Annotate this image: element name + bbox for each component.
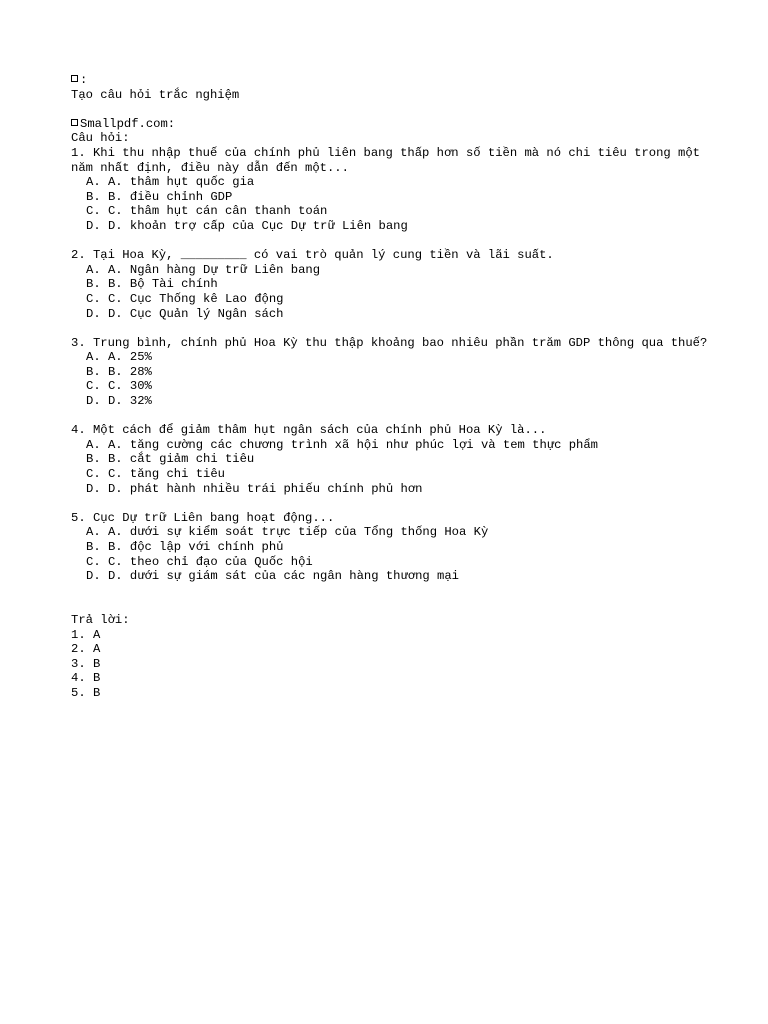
option-item: B. B. cắt giảm chi tiêu [86, 452, 255, 467]
option-item: B. B. điều chỉnh GDP [86, 189, 233, 204]
document-title: Tạo câu hỏi trắc nghiệm [71, 87, 240, 102]
spacer [71, 584, 711, 613]
spacer [71, 102, 711, 117]
question-block [71, 336, 711, 409]
answer-item: 4. B [71, 671, 101, 686]
question-text: 4. Một cách để giảm thâm hụt ngân sách của chính phủ Hoa Kỳ là... [71, 423, 547, 438]
option-item: A. A. 25% [86, 350, 152, 365]
question-block [71, 248, 711, 321]
question-text: 1. Khi thu nhập thuế của chính phủ liên bang thấp hơn số tiền mà nó chi tiêu trong một năm nhất định, điều này dẫn đến một... [71, 145, 700, 175]
option-item: A. A. thâm hụt quốc gia [86, 175, 255, 190]
option-item: A. A. Ngân hàng Dự trữ Liên bang [86, 262, 321, 277]
option-item: C. C. tăng chi tiêu [86, 467, 225, 482]
spacer [71, 409, 711, 424]
answers-heading: Trả lời: [71, 612, 130, 627]
option-item: D. D. khoản trợ cấp của Cục Dự trữ Liên bang [86, 218, 408, 233]
option-item: C. C. thâm hụt cán cân thanh toán [86, 204, 328, 219]
option-item: C. C. 30% [86, 379, 152, 394]
answer-item: 5. B [71, 685, 101, 700]
spacer [71, 496, 711, 511]
questions-heading: Câu hỏi: [71, 131, 130, 146]
title-label-line [71, 73, 711, 88]
answer-item: 1. A [71, 627, 101, 642]
option-item: A. A. dưới sự kiểm soát trực tiếp của Tổng thống Hoa Kỳ [86, 525, 489, 540]
source-line [71, 117, 711, 132]
question-block [71, 146, 711, 234]
option-item: D. D. Cục Quản lý Ngân sách [86, 306, 284, 321]
document-page [71, 73, 711, 701]
spacer [71, 321, 711, 336]
option-item: D. D. 32% [86, 394, 152, 409]
option-item: C. C. Cục Thống kê Lao động [86, 291, 284, 306]
answers-block [71, 613, 711, 701]
source-label: Smallpdf.com: [80, 116, 176, 131]
box-icon [71, 75, 78, 82]
question-text: 3. Trung bình, chính phủ Hoa Kỳ thu thập khoảng bao nhiêu phần trăm GDP thông qua thuế? [71, 335, 708, 350]
question-block [71, 511, 711, 584]
option-item: B. B. 28% [86, 364, 152, 379]
answer-item: 3. B [71, 656, 101, 671]
option-item: D. D. phát hành nhiều trái phiếu chính phủ hơn [86, 481, 423, 496]
answer-item: 2. A [71, 642, 101, 657]
question-text: 5. Cục Dự trữ Liên bang hoạt động... [71, 510, 335, 525]
option-item: B. B. độc lập với chính phủ [86, 540, 284, 554]
question-text: 2. Tại Hoa Kỳ, _________ có vai trò quản lý cung tiền và lãi suất. [71, 248, 554, 263]
question-block [71, 423, 711, 496]
box-icon [71, 119, 78, 126]
spacer [71, 234, 711, 249]
title-label: : [80, 73, 88, 87]
option-item: A. A. tăng cường các chương trình xã hội như phúc lợi và tem thực phẩm [86, 437, 598, 452]
option-item: B. B. Bộ Tài chính [86, 277, 218, 292]
option-item: C. C. theo chỉ đạo của Quốc hội [86, 554, 313, 569]
option-item: D. D. dưới sự giám sát của các ngân hàng thương mại [86, 569, 459, 584]
